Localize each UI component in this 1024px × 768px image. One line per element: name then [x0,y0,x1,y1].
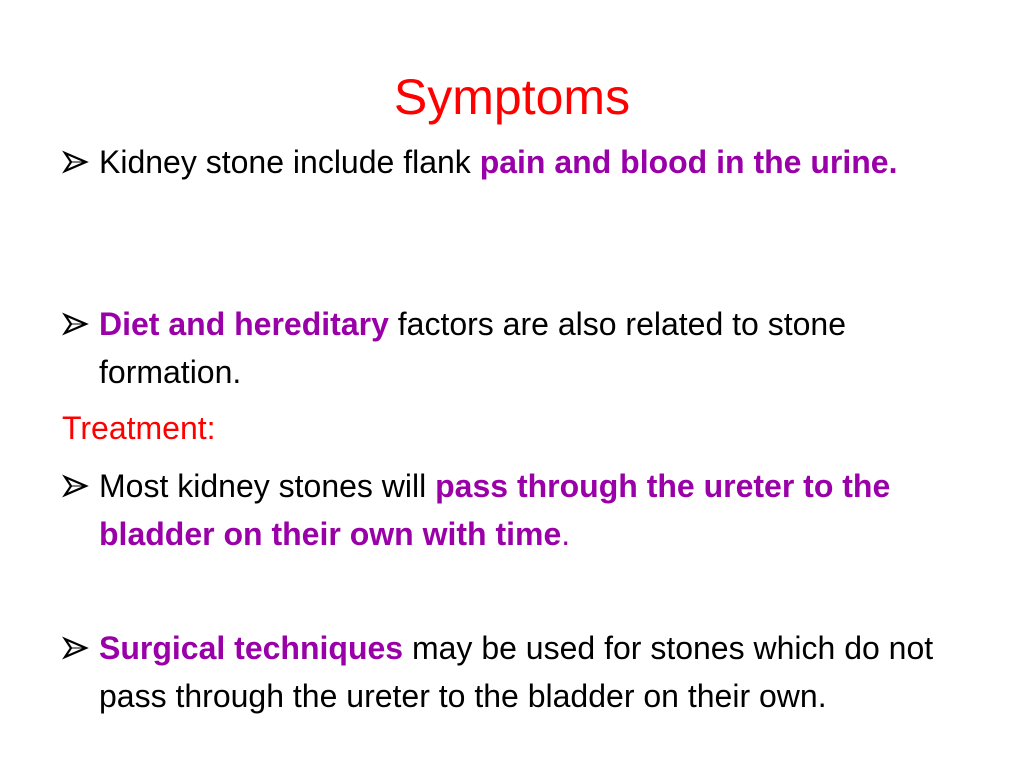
slide-title: Symptoms [393,69,631,125]
arrow-bullet-icon [62,474,90,498]
bullet-text-period: . [561,516,571,552]
bullet-item [62,138,962,186]
bullet-text-plain: Kidney stone include flank [99,144,480,180]
bullet-item [62,462,962,558]
bullet-text-highlight: Diet and hereditary [99,306,389,342]
arrow-bullet-icon [62,150,90,174]
bullet-text-plain: factors are also related to stone formation. [99,306,846,390]
bullet-text-plain: may be used for stones which do not pass through the ureter to the bladder on their own. [99,630,934,714]
bullet-item [62,300,962,396]
bullet-text [99,624,962,720]
arrow-bullet-icon [62,636,90,660]
arrow-bullet-icon [62,312,90,336]
bullet-text-plain: Most kidney stones will [99,468,436,504]
bullet-text [99,300,962,396]
bullet-text-highlight: Surgical techniques [99,630,404,666]
bullet-item [62,624,962,720]
bullet-text-highlight: pass through the ureter to the bladder on their own with time [99,468,891,552]
bullet-text-highlight: pain and blood in the urine. [479,144,898,180]
bullet-text [99,462,962,558]
bullet-text [99,138,962,186]
treatment-heading: Treatment: [62,410,216,446]
